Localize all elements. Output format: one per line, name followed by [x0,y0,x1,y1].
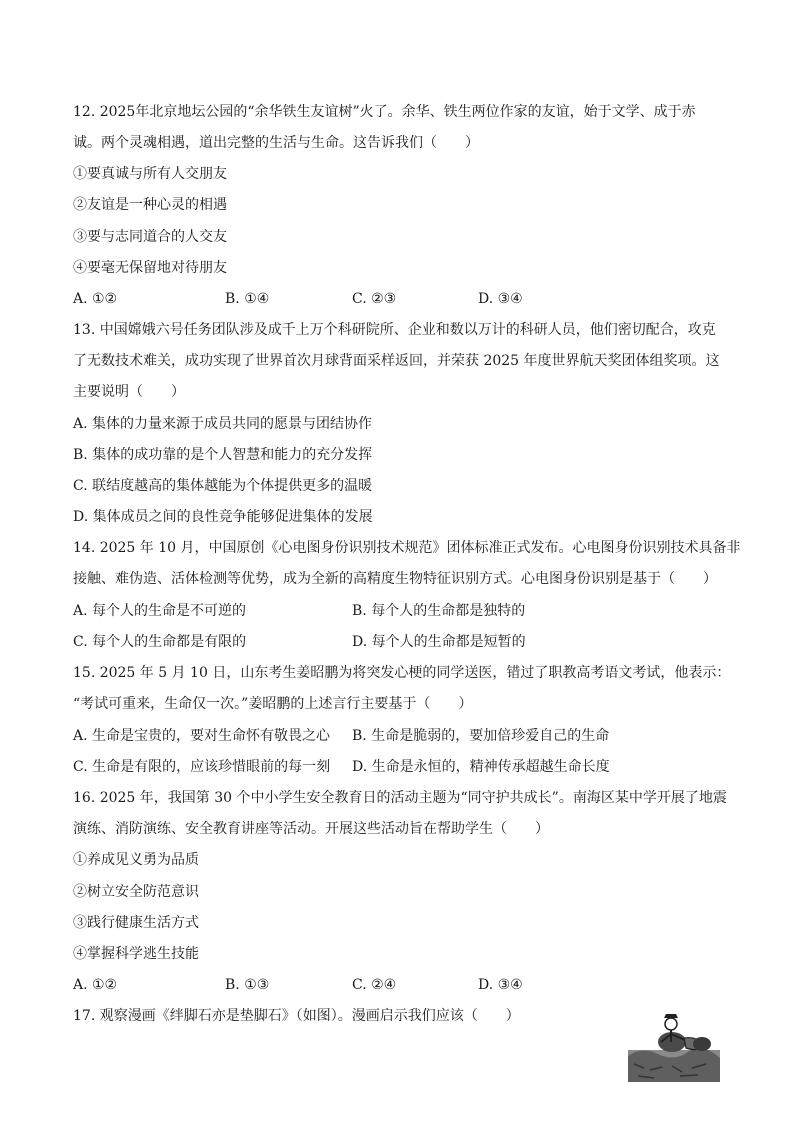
q12-stem-line-2: 诚。两个灵魂相遇，道出完整的生活与生命。这告诉我们（ ） [73,135,479,151]
q15-option-d: D. 生命是永恒的，精神传承超越生命长度 [352,759,610,775]
q16-item-4: ④掌握科学逃生技能 [73,946,199,962]
q14-option-b: B. 每个人的生命都是独特的 [352,603,526,619]
q13-stem-line-2: 了无数技术难关，成功实现了世界首次月球背面采样返回，并荣获 2025 年度世界航天奖团体组奖项。这 [73,353,720,369]
q14-option-a: A. 每个人的生命是不可逆的 [73,603,247,619]
q15-option-c: C. 生命是有限的，应该珍惜眼前的每一刻 [73,759,331,775]
q16-stem-line-2: 演练、消防演练、安全教育讲座等活动。开展这些活动旨在帮助学生（ ） [73,821,549,837]
q12-stem-line-1: 12. 2025年北京地坛公园的“余华铁生友谊树”火了。余华、铁生两位作家的友谊，始于文学、成于赤 [73,104,696,120]
q12-option-a: A. ①② [73,291,118,307]
q15-option-a: A. 生命是宝贵的，要对生命怀有敬畏之心 [73,728,331,744]
cartoon-illustration [628,1012,720,1082]
q13-option-a: A. 集体的力量来源于成员共同的愿景与团结协作 [73,416,373,432]
q15-stem-line-1: 15. 2025 年 5 月 10 日，山东考生姜昭鹏为将突发心梗的同学送医，错过了职教高考语文考试，他表示： [73,665,731,681]
q13-option-c: C. 联结度越高的集体越能为个体提供更多的温暖 [73,478,373,494]
q13-stem-line-3: 主要说明（ ） [73,384,185,400]
q16-stem-line-1: 16. 2025 年，我国第 30 个中小学生安全教育日的活动主题为“同守护共成长”。南海区某中学开展了地震 [73,790,727,806]
q14-stem-line-2: 接触、难伪造、活体检测等优势，成为全新的高精度生物特征识别方式。心电图身份识别是基于（ ） [73,571,717,587]
q12-item-2: ②友谊是一种心灵的相遇 [73,197,227,213]
q13-option-d: D. 集体成员之间的良性竞争能够促进集体的发展 [73,509,373,525]
q12-item-3: ③要与志同道合的人交友 [73,229,227,245]
q14-option-c: C. 每个人的生命都是有限的 [73,634,247,650]
q16-item-3: ③践行健康生活方式 [73,915,199,931]
q16-option-b: B. ①③ [225,977,270,993]
q16-option-a: A. ①② [73,977,118,993]
q17-stem: 17. 观察漫画《绊脚石亦是垫脚石》（如图）。漫画启示我们应该（ ） [73,1008,520,1024]
q16-option-c: C. ②④ [352,977,397,993]
q13-option-b: B. 集体的成功靠的是个人智慧和能力的充分发挥 [73,447,373,463]
q14-stem-line-1: 14. 2025 年 10 月，中国原创《心电图身份识别技术规范》团体标准正式发布。心电图身份识别技术具备非 [73,540,741,556]
q12-option-d: D. ③④ [478,291,523,307]
q12-item-1: ①要真诚与所有人交朋友 [73,166,227,182]
q15-stem-line-2: “考试可重来，生命仅一次。”姜昭鹏的上述言行主要基于（ ） [73,696,473,712]
q14-option-d: D. 每个人的生命都是短暂的 [352,634,526,650]
q12-item-4: ④要毫无保留地对待朋友 [73,260,227,276]
q13-stem-line-1: 13. 中国嫦娥六号任务团队涉及成千上万个科研院所、企业和数以万计的科研人员，他们密切配合，攻克 [73,322,716,338]
q16-option-d: D. ③④ [478,977,523,993]
q12-option-b: B. ①④ [225,291,270,307]
q15-option-b: B. 生命是脆弱的，要加倍珍爱自己的生命 [352,728,610,744]
q12-option-c: C. ②③ [352,291,397,307]
q16-item-2: ②树立安全防范意识 [73,884,199,900]
q16-item-1: ①养成见义勇为品质 [73,852,199,868]
